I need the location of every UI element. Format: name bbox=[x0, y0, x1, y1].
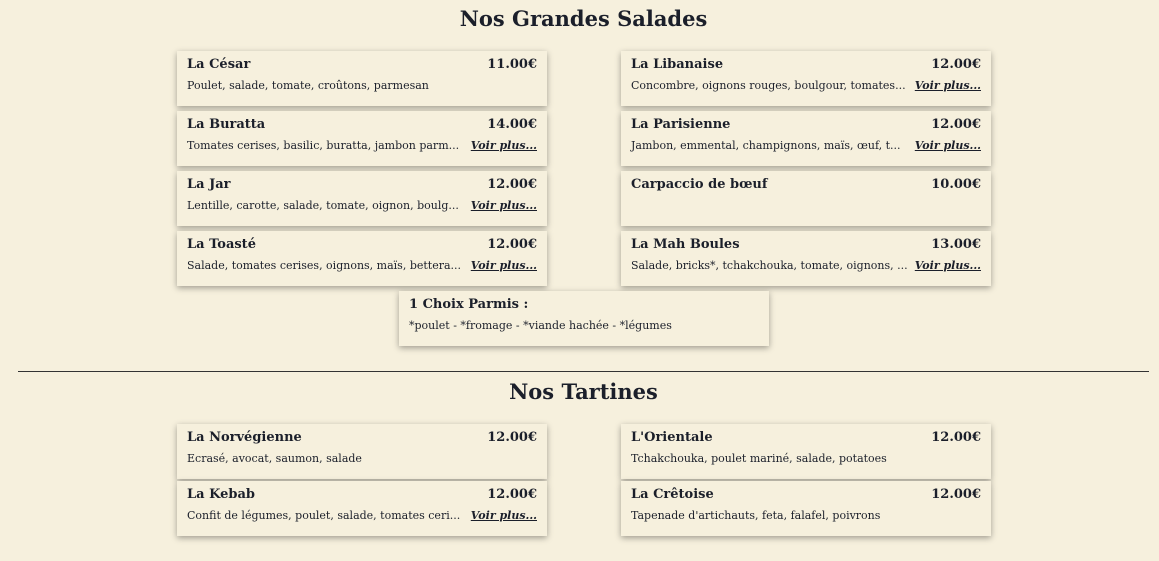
item-price: 12.00€ bbox=[487, 487, 537, 502]
item-name: La Buratta bbox=[187, 117, 266, 132]
see-more-link[interactable]: Voir plus... bbox=[470, 509, 537, 522]
item-price: 12.00€ bbox=[931, 430, 981, 445]
item-name: La Kebab bbox=[187, 487, 255, 502]
see-more-link[interactable]: Voir plus... bbox=[470, 259, 537, 272]
item-price: 14.00€ bbox=[487, 117, 537, 132]
menu-item-card[interactable] bbox=[621, 424, 991, 479]
item-name: La Jar bbox=[187, 177, 231, 192]
item-description: Tchakchouka, poulet mariné, salade, potatoes bbox=[631, 452, 887, 465]
item-description: Tapenade d'artichauts, feta, falafel, poivrons bbox=[631, 509, 881, 522]
see-more-link[interactable]: Voir plus... bbox=[914, 259, 981, 272]
item-description: Ecrasé, avocat, saumon, salade bbox=[187, 452, 362, 465]
menu-item-card[interactable] bbox=[177, 424, 547, 479]
item-name: La Mah Boules bbox=[631, 237, 740, 252]
item-name: La Norvégienne bbox=[187, 430, 302, 445]
item-description: Salade, bricks*, tchakchouka, tomate, oignons, ... bbox=[631, 259, 908, 272]
menu-item-card[interactable] bbox=[177, 481, 547, 536]
item-name: La César bbox=[187, 57, 251, 72]
item-price: 12.00€ bbox=[931, 487, 981, 502]
item-name: La Crêtoise bbox=[631, 487, 714, 502]
item-price: 13.00€ bbox=[931, 237, 981, 252]
item-price: 12.00€ bbox=[487, 237, 537, 252]
choice-card bbox=[399, 291, 769, 346]
item-name: La Parisienne bbox=[631, 117, 731, 132]
choice-description: *poulet - *fromage - *viande hachée - *légumes bbox=[409, 319, 672, 332]
see-more-link[interactable]: Voir plus... bbox=[914, 79, 981, 92]
item-description: Poulet, salade, tomate, croûtons, parmesan bbox=[187, 79, 429, 92]
item-description: Lentille, carotte, salade, tomate, oignon, boulg... bbox=[187, 199, 459, 212]
item-name: Carpaccio de bœuf bbox=[631, 177, 768, 192]
menu-item-card[interactable] bbox=[621, 171, 991, 226]
item-description: Confit de légumes, poulet, salade, tomates ceri... bbox=[187, 509, 461, 522]
menu-item-card[interactable] bbox=[621, 231, 991, 286]
item-name: La Libanaise bbox=[631, 57, 724, 72]
item-description: Salade, tomates cerises, oignons, maïs, bettera... bbox=[187, 259, 462, 272]
menu-item-card[interactable] bbox=[621, 481, 991, 536]
item-price: 11.00€ bbox=[487, 57, 537, 72]
menu-item-card[interactable] bbox=[177, 111, 547, 166]
menu-item-card[interactable] bbox=[621, 51, 991, 106]
section-title-tartines: Nos Tartines bbox=[509, 379, 658, 404]
see-more-link[interactable]: Voir plus... bbox=[470, 199, 537, 212]
section-divider bbox=[18, 371, 1149, 372]
item-price: 12.00€ bbox=[487, 177, 537, 192]
menu-item-card[interactable] bbox=[177, 51, 547, 106]
item-price: 12.00€ bbox=[487, 430, 537, 445]
item-name: La Toasté bbox=[187, 237, 256, 252]
menu-item-card[interactable] bbox=[177, 231, 547, 286]
item-description: Jambon, emmental, champignons, maïs, œuf, t... bbox=[631, 139, 901, 152]
see-more-link[interactable]: Voir plus... bbox=[914, 139, 981, 152]
menu-item-card[interactable] bbox=[177, 171, 547, 226]
item-price: 10.00€ bbox=[931, 177, 981, 192]
see-more-link[interactable]: Voir plus... bbox=[470, 139, 537, 152]
item-name: L'Orientale bbox=[631, 430, 713, 445]
item-description: Tomates cerises, basilic, buratta, jambon parm... bbox=[187, 139, 460, 152]
item-price: 12.00€ bbox=[931, 57, 981, 72]
menu-item-card[interactable] bbox=[621, 111, 991, 166]
item-description: Concombre, oignons rouges, boulgour, tomates... bbox=[631, 79, 906, 92]
item-price: 12.00€ bbox=[931, 117, 981, 132]
choice-title: 1 Choix Parmis : bbox=[409, 297, 529, 312]
section-title-salades: Nos Grandes Salades bbox=[459, 6, 708, 31]
